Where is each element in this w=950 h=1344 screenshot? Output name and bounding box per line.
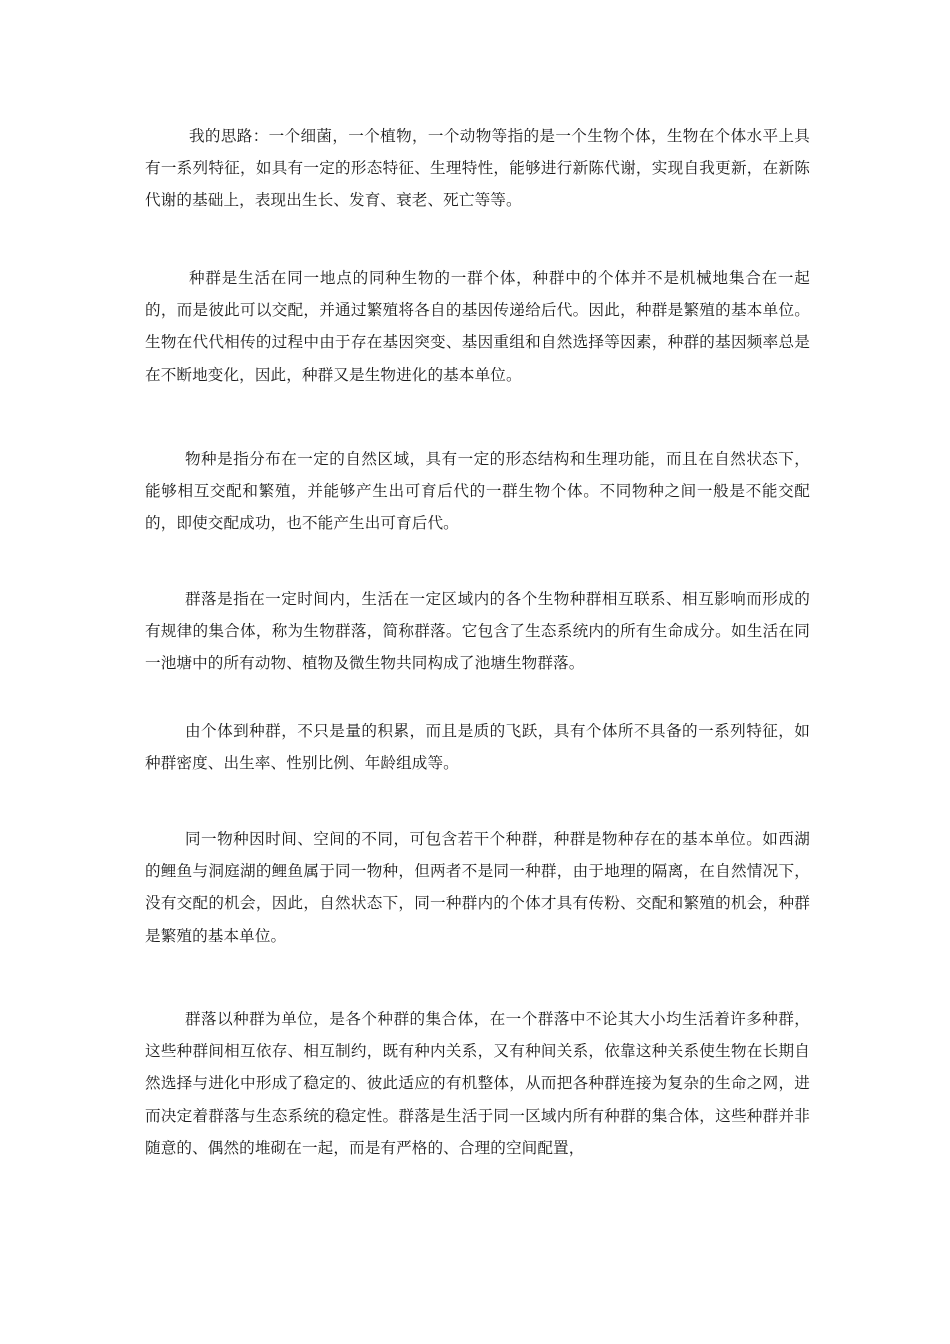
paragraph-individual: 我的思路：一个细菌，一个植物，一个动物等指的是一个生物个体，生物在个体水平上具有一系列特征，如具有一定的形态特征、生理特性，能够进行新陈代谢，实现自我更新，在新陈代谢的基础上，表现出生长、发育、衰老、死亡等等。 <box>145 127 810 210</box>
paragraph-species: 物种是指分布在一定的自然区域，具有一定的形态结构和生理功能，而且在自然状态下，能够相互交配和繁殖，并能够产生出可育后代的一群生物个体。不同物种之间一般是不能交配的，即使交配成功，也不能产生出可育后代。 <box>145 450 810 533</box>
paragraph-population: 种群是生活在同一地点的同种生物的一群个体，种群中的个体并不是机械地集合在一起的，而是彼此可以交配，并通过繁殖将各自的基因传递给后代。因此，种群是繁殖的基本单位。生物在代代相传的过程中由于存在基因突变、基因重组和自然选择等因素，种群的基因频率总是在不断地变化，因此，种群又是生物进化的基本单位。 <box>145 269 810 384</box>
paragraph-community: 群落是指在一定时间内，生活在一定区域内的各个生物种群相互联系、相互影响而形成的有规律的集合体，称为生物群落，简称群落。它包含了生态系统内的所有生命成分。如生活在同一池塘中的所有动物、植物及微生物共同构成了池塘生物群落。 <box>145 590 810 673</box>
paragraph-community-population: 群落以种群为单位，是各个种群的集合体，在一个群落中不论其大小均生活着许多种群，这些种群间相互依存、相互制约，既有种内关系，又有种间关系，依靠这种关系使生物在长期自然选择与进化中形成了稳定的、彼此适应的有机整体，从而把各种群连接为复杂的生命之网，进而决定着群落与生态系统的稳定性。群落是生活于同一区域内所有种群的集合体，这些种群并非随意的、偶然的堆砌在一起，而是有严格的、合理的空间配置， <box>145 1010 810 1157</box>
paragraph-species-population: 同一物种因时间、空间的不同，可包含若干个种群，种群是物种存在的基本单位。如西湖的鲤鱼与洞庭湖的鲤鱼属于同一物种，但两者不是同一种群，由于地理的隔离，在自然情况下，没有交配的机会，因此，自然状态下，同一种群内的个体才具有传粉、交配和繁殖的机会，种群是繁殖的基本单位。 <box>145 830 810 945</box>
paragraph-individual-to-population: 由个体到种群，不只是量的积累，而且是质的飞跃，具有个体所不具备的一系列特征，如种群密度、出生率、性别比例、年龄组成等。 <box>145 722 810 773</box>
